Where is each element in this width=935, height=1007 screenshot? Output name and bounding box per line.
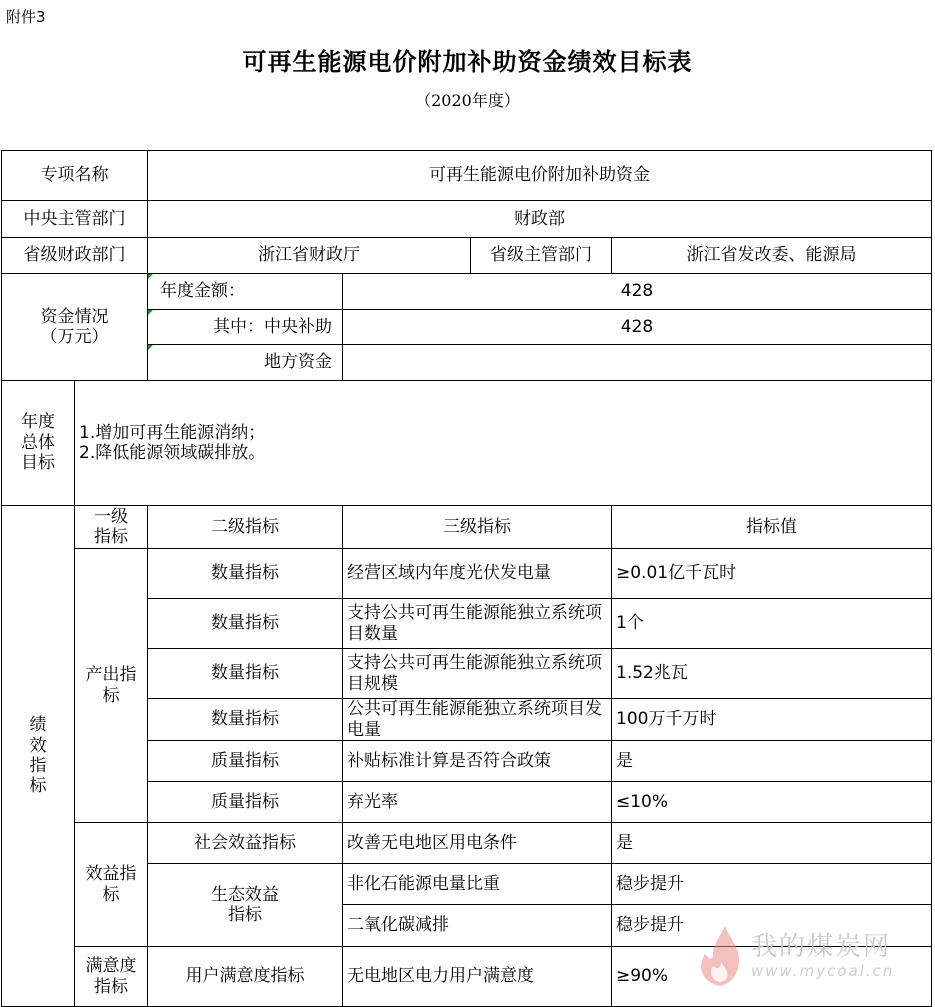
goal-item-2: 2.降低能源领域碳排放。 xyxy=(79,443,266,463)
row9-level3: 二氧化碳减排 xyxy=(343,905,612,947)
row2-level2: 数量指标 xyxy=(148,599,343,649)
local-funds-label: 地方资金 xyxy=(148,345,343,381)
annual-goal-label xyxy=(2,381,75,506)
row1-level3: 经营区域内年度光伏发电量 xyxy=(343,549,612,599)
perf-label-3: 指 xyxy=(29,756,47,776)
funds-label xyxy=(2,274,148,381)
perf-label-1: 绩 xyxy=(29,715,47,736)
goal-label-1: 年度 xyxy=(21,412,55,433)
group-satisfaction-line1: 满意度 xyxy=(85,956,137,977)
row4-level3: 公共可再生能源能独立系统项目发电量 xyxy=(343,699,612,741)
row7-level3: 改善无电地区用电条件 xyxy=(343,823,612,864)
performance-indicators-label xyxy=(2,506,75,1007)
header-level3: 三级指标 xyxy=(343,506,612,549)
local-funds-value xyxy=(343,345,932,381)
watermark-site-url: www.mycoal.cn xyxy=(751,962,895,980)
group-output-line1: 产出指 xyxy=(85,665,137,686)
group-satisfaction-line2: 指标 xyxy=(94,976,128,997)
group-benefit-line1: 效益指 xyxy=(85,864,137,885)
row5-level3: 补贴标准计算是否符合政策 xyxy=(343,741,612,782)
header-level1 xyxy=(75,506,148,549)
row10-value: ≥90% xyxy=(612,947,932,1007)
row2-value: 1个 xyxy=(612,599,932,649)
group-satisfaction xyxy=(75,947,148,1007)
funds-label-line1: 资金情况 xyxy=(40,306,109,327)
eco-benefit-line2: 指标 xyxy=(228,905,262,925)
row7-value: 是 xyxy=(612,823,932,864)
eco-benefit-label xyxy=(148,864,343,947)
goal-label-2: 总体 xyxy=(21,432,55,453)
group-benefit-line2: 标 xyxy=(102,884,120,905)
group-output xyxy=(75,549,148,823)
row2-level3: 支持公共可再生能源能独立系统项目数量 xyxy=(343,599,612,649)
row8-level3: 非化石能源电量比重 xyxy=(343,864,612,905)
central-dept-value: 财政部 xyxy=(148,201,932,238)
header-value: 指标值 xyxy=(612,506,932,549)
row9-value: 稳步提升 xyxy=(612,905,932,947)
row5-level2: 质量指标 xyxy=(148,741,343,782)
central-subsidy-label: 其中：中央补助 xyxy=(148,310,343,345)
header-level1-line2: 指标 xyxy=(94,527,128,547)
eco-benefit-line1: 生态效益 xyxy=(211,884,279,905)
site-watermark xyxy=(691,922,921,992)
project-label: 专项名称 xyxy=(2,151,148,201)
row3-value: 1.52兆瓦 xyxy=(612,649,932,699)
row8-value: 稳步提升 xyxy=(612,864,932,905)
row3-level2: 数量指标 xyxy=(148,649,343,699)
row6-value: ≤10% xyxy=(612,782,932,823)
row10-level3: 无电地区电力用户满意度 xyxy=(343,947,612,1007)
annual-goal-content xyxy=(75,381,932,506)
group-benefit xyxy=(75,823,148,947)
row7-level2: 社会效益指标 xyxy=(148,823,343,864)
prov-finance-label: 省级财政部门 xyxy=(2,238,148,274)
row1-value: ≥0.01亿千瓦时 xyxy=(612,549,932,599)
performance-target-table xyxy=(1,150,932,1007)
goal-item-1: 1.增加可再生能源消纳； xyxy=(79,422,266,443)
prov-dept-label: 省级主管部门 xyxy=(471,238,612,274)
row6-level3: 弃光率 xyxy=(343,782,612,823)
perf-label-4: 标 xyxy=(29,776,47,797)
goal-label-3: 目标 xyxy=(21,453,55,474)
header-level2: 二级指标 xyxy=(148,506,343,549)
row4-value: 100万千万时 xyxy=(612,699,932,741)
row1-level2: 数量指标 xyxy=(148,549,343,599)
header-level1-line1: 一级 xyxy=(94,506,128,527)
attachment-label: 附件3 xyxy=(6,8,46,26)
watermark-site-name: 我的煤炭网 xyxy=(751,932,892,962)
row5-value: 是 xyxy=(612,741,932,782)
project-value: 可再生能源电价附加补助资金 xyxy=(148,151,932,201)
prov-dept-value: 浙江省发改委、能源局 xyxy=(612,238,932,274)
annual-amount-label: 年度金额： xyxy=(148,274,343,310)
row4-level2: 数量指标 xyxy=(148,699,343,741)
annual-amount-value: 428 xyxy=(343,274,932,310)
row6-level2: 质量指标 xyxy=(148,782,343,823)
central-subsidy-value: 428 xyxy=(343,310,932,345)
row3-level3: 支持公共可再生能源能独立系统项目规模 xyxy=(343,649,612,699)
prov-finance-value: 浙江省财政厅 xyxy=(148,238,471,274)
flame-icon xyxy=(691,922,749,990)
group-output-line2: 标 xyxy=(102,685,120,706)
row10-level2: 用户满意度指标 xyxy=(148,947,343,1007)
page-title: 可再生能源电价附加补助资金绩效目标表 xyxy=(242,47,693,76)
year-subtitle: （2020年度） xyxy=(415,91,520,110)
funds-label-line2: （万元） xyxy=(40,327,109,347)
central-dept-label: 中央主管部门 xyxy=(2,201,148,238)
perf-label-2: 效 xyxy=(29,735,47,756)
